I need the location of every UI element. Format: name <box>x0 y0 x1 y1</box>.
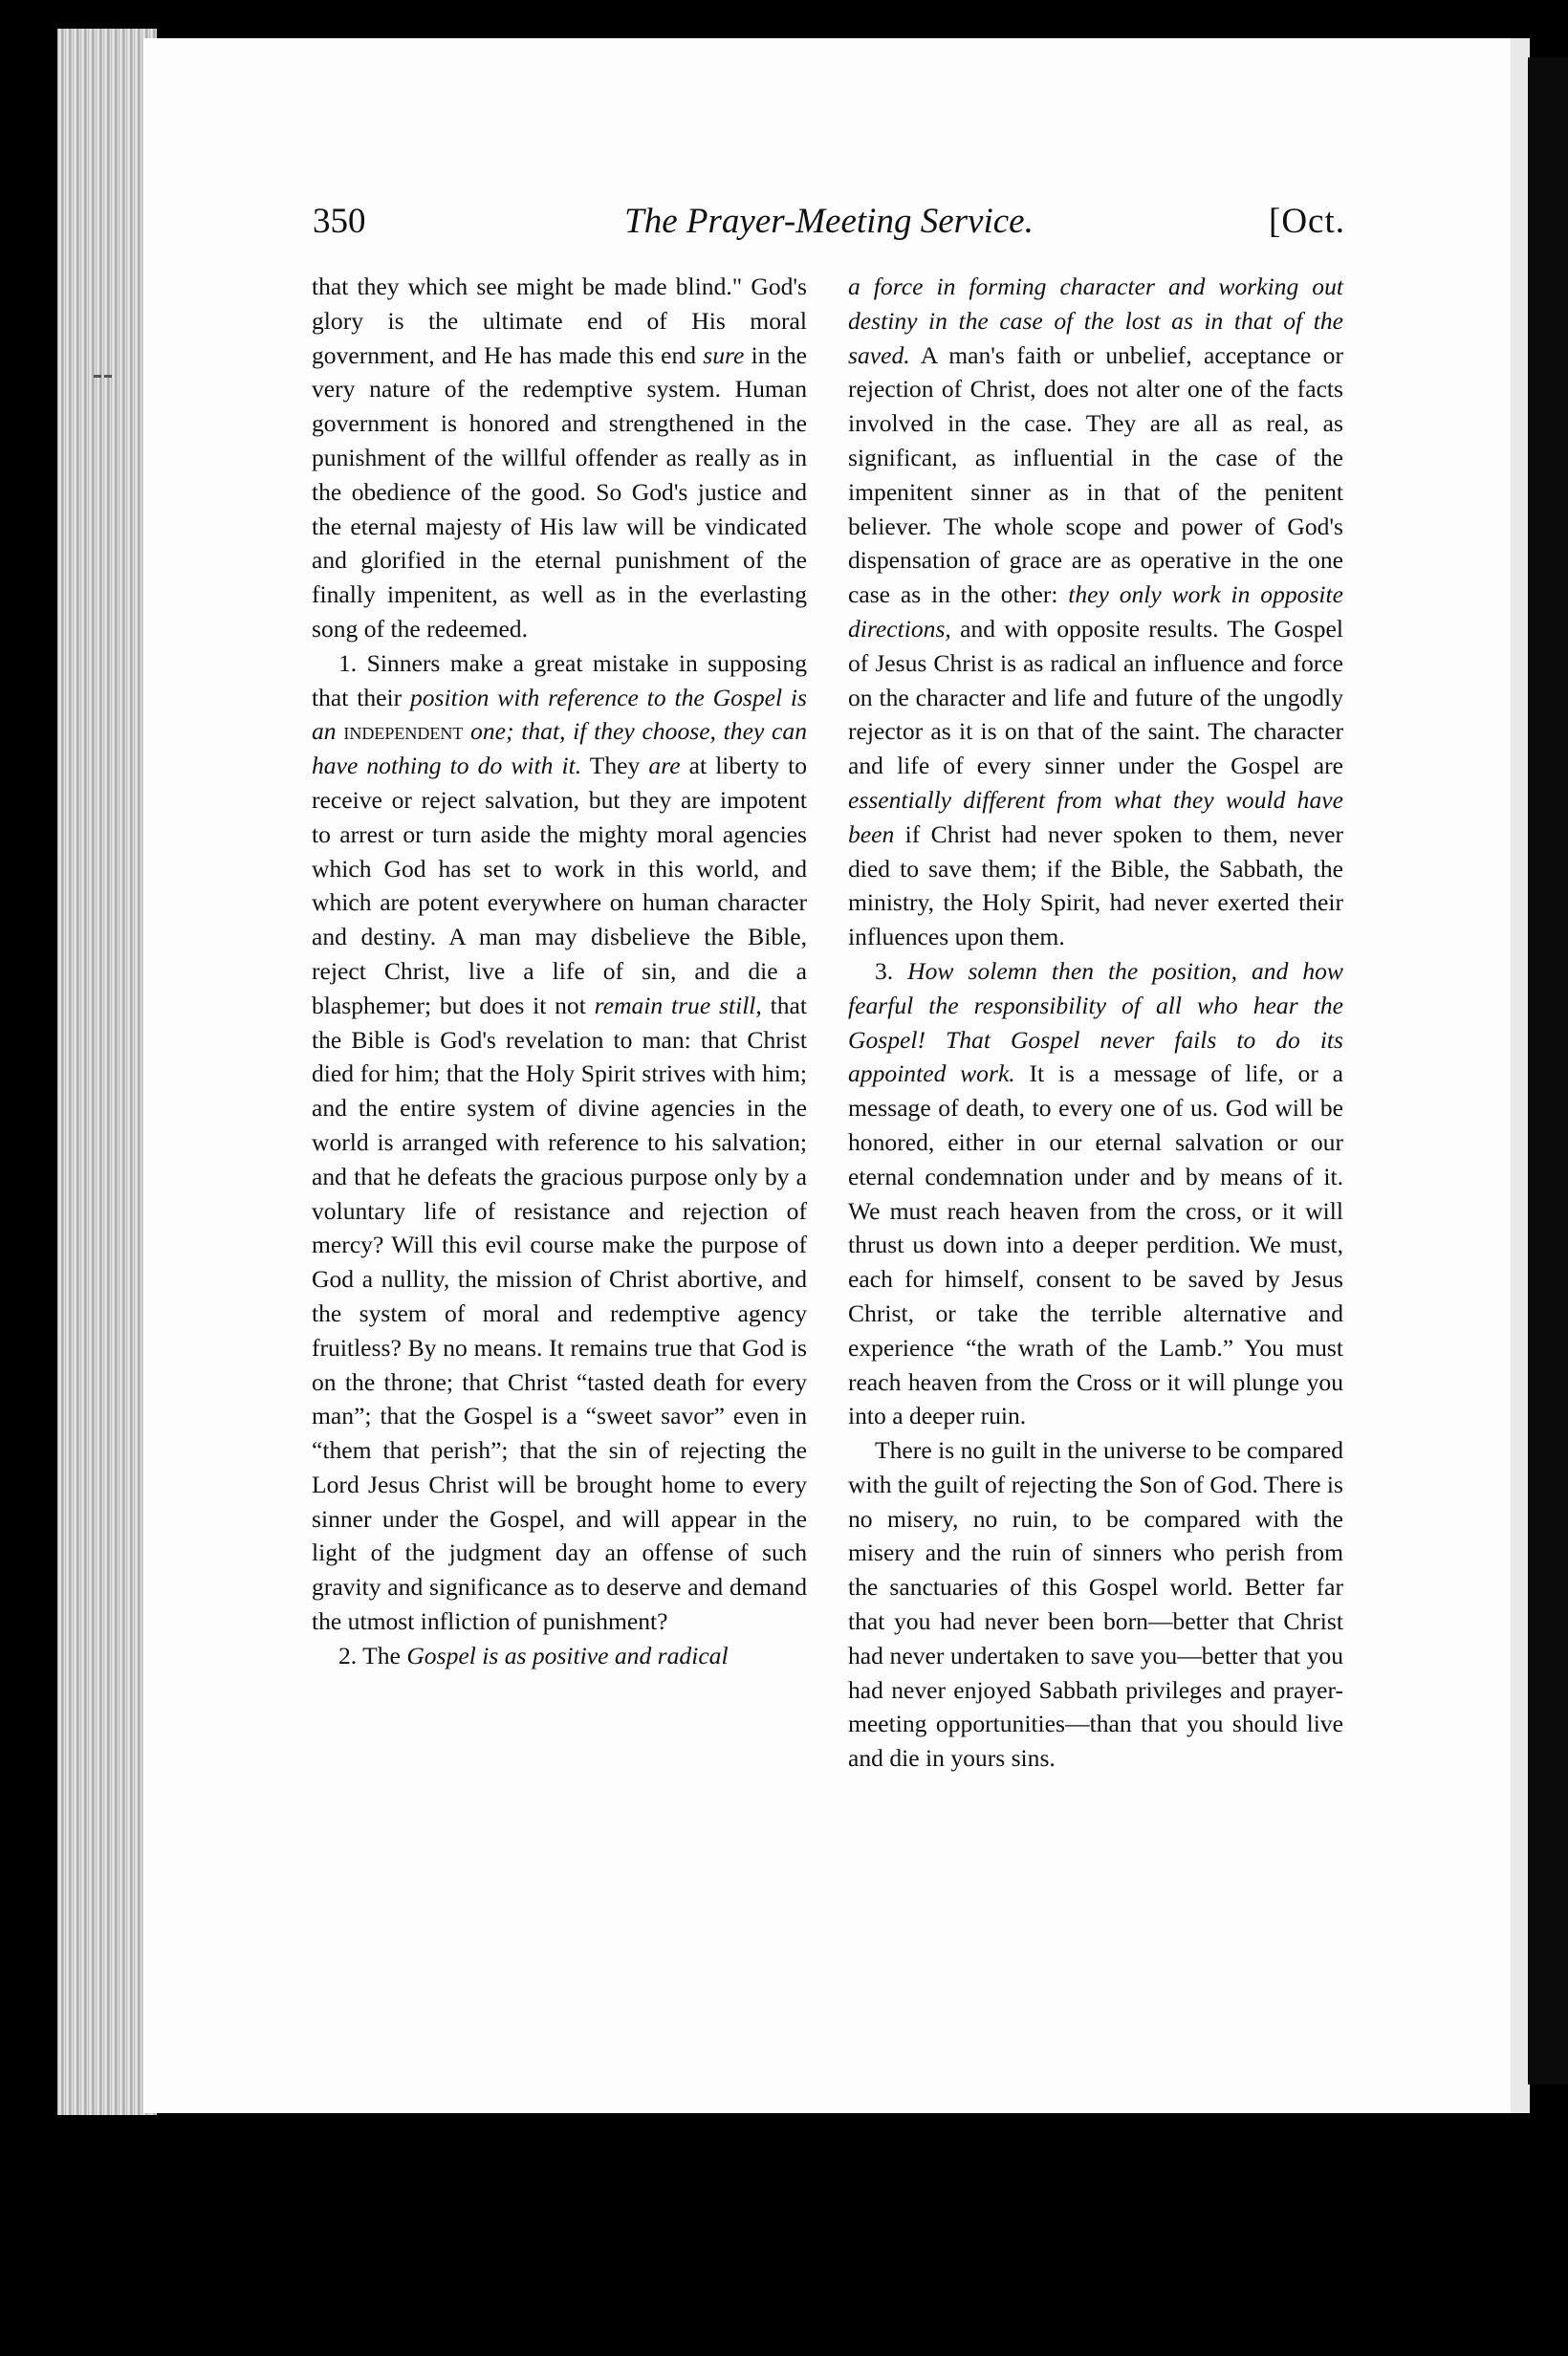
paragraph: There is no guilt in the universe to be compared with the guilt of rejecting the Son of God. There is no misery, no ruin, to be compared with the misery and the ruin of sinners who perish from the sanctuaries of this Gospel world. Better far that you had never been born—better that Christ had never undertaken to save you—better that you had never enjoyed Sabbath privileges and prayer-meeting opportunities—than that you should live and die in yours sins. <box>848 1436 1343 1773</box>
paragraph: that they which see might be made blind." God's glory is the ultimate end of His moral government, and He has made this end sure in the very nature of the redemptive system. Human government is honored and strengthened in the punishment of the willful offender as really as in the obedience of the good. So God's justice and the eternal majesty of His law will be vindicated and glorified in the eternal punishment of the finally impenitent, as well as in the everlasting song of the redeemed. <box>312 273 807 643</box>
paragraph: 3. How solemn then the position, and how fearful the responsibility of all who hear the Gospel! That Gospel never fails to do its appointed work. It is a message of life, or a message of death, to every one of us. God will be honored, either in our eternal salvation or our eternal condemnation under and by means of it. We must reach heaven from the cross, or it will thrust us down into a deeper perdition. We must, each for himself, consent to be saved by Jesus Christ, or take the terrible alternative and experience “the wrath of the Lamb.” You must reach heaven from the Cross or it will plunge you into a deeper ruin. <box>848 956 1344 1430</box>
running-title: The Prayer-Meeting Service. <box>624 202 1034 241</box>
page-header <box>313 201 1345 249</box>
paragraph: 1. Sinners make a great mistake in supposing that their position with reference to the Gospel is an independent one; that, if they choose, they can have nothing to do with it. They are at liberty to receive or reject salvation, but they are impotent to arrest or turn aside the mighty moral agencies which God has set to work in this world, and which are potent everywhere on human character and destiny. A man may disbelieve the Bible, reject Christ, live a life of sin, and die a blasphemer; but does it not remain true still, that the Bible is God's revelation to man: that Christ died for him; that the Holy Spirit strives with him; and the entire system of divine agencies in the world is arranged with reference to his salvation; and that he defeats the gracious purpose only by a voluntary life of resistance and rejection of mercy? Will this evil course make the purpose of God a nullity, the mission of Christ abortive, and the system of moral and redemptive agency fruitless? By no means. It remains true that God is on the throne; that Christ “tasted death for every man”; that the Gospel is a “sweet savor” even in “them that perish”; that the sin of rejecting the Lord Jesus Christ will be brought home to every sinner under the Gospel, and will appear in the light of the judgment day an offense of such gravity and significance as to deserve and demand the utmost infliction of punishment? <box>312 648 807 1636</box>
right-column <box>848 270 1343 1776</box>
scan-border-right <box>1528 57 1568 2084</box>
facing-page-edge <box>1511 38 1530 2113</box>
margin-marks <box>94 363 128 375</box>
paragraph: 2. The Gospel is as positive and radical <box>338 1641 729 1669</box>
book-page-edges <box>57 29 157 2123</box>
header-month: [Oct. <box>1269 202 1345 241</box>
page-number: 350 <box>313 202 366 241</box>
left-column <box>312 270 807 1673</box>
paragraph: a force in forming character and working out destiny in the case of the lost as in that of the saved. A man's faith or unbelief, acceptance or rejection of Christ, does not alter one of the facts involved in the case. They are all as real, as significant, as influential in the case of the impenitent sinner as in that of the penitent believer. The whole scope and power of God's dispensation of grace are as operative in the one case as in the other: they only work in opposite directions, and with opposite results. The Gospel of Jesus Christ is as radical an influence and force on the character and life and future of the ungodly rejector as it is on that of the saint. The character and life of every sinner under the Gospel are essentially different from what they would have been if Christ had never spoken to them, never died to save them; if the Bible, the Sabbath, the ministry, the Holy Spirit, had never exerted their influences upon them. <box>848 273 1343 951</box>
scan-border-bottom <box>0 2115 1568 2356</box>
